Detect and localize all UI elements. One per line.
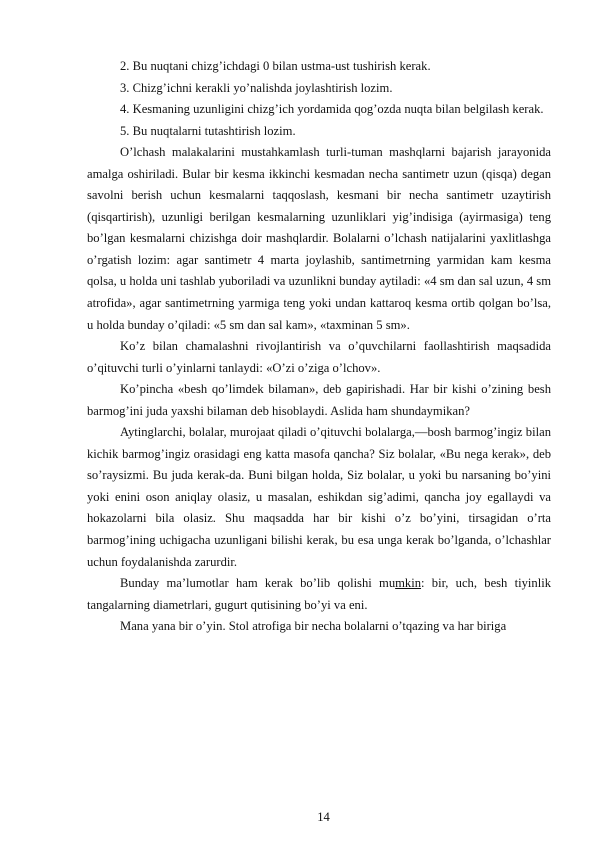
list-item-2: 2. Bu nuqtani chizg’ichdagi 0 bilan ustma-ust tushirish kerak. xyxy=(120,59,431,73)
body-text xyxy=(87,56,551,638)
useful-info-text-start: Bunday ma’lumotlar ham kerak bo’lib qolishi mu xyxy=(120,576,396,591)
useful-info-text-end: : bir, uch, besh tiyinlik tangalarning diametrlari, gugurt qutisining bo’yi va eni. xyxy=(87,576,551,612)
list-item-5: 5. Bu nuqtalarni tutashtirish lozim. xyxy=(120,123,296,138)
paragraph-game-intro: Mana yana bir o’yin. Stol atrofiga bir necha bolalarni o’tqazing va har biriga xyxy=(120,619,507,634)
paragraph-measurement-skills: O’lchash malakalarini mustahkamlash turli-tuman mashqlarni bajarish jarayonida amalga oshiriladi. Bular bir kesma ikkinchi kesmadan necha santimetr uzun (qisqa) degan savolni berish uchun kesmalarni taqqoslash, kesmani bir necha santimetr uzaytirish (qisqartirish), uzunligi berilgan kesmalarning uzunliklari yig’indisiga (ayirmasiga) teng bo’lgan kesmalarni chizishga doir mashqlardir. Bolalarni o’lchash natijalarini yaxlitlashga o’rgatish lozim: agar santimetr 4 marta joylashib, santimetrning yarmidan kam kesma qolsa, u holda uni tashlab yuboriladi va uzunlikni bunday aytiladi: «4 sm dan sal uzun, 4 sm atrofida», agar santimetrning yarmiga teng yoki undan kattaroq kesma ortib qolgan bo’lsa, u holda bunday o’qiladi: «5 sm dan sal kam», «taxminan 5 sm». xyxy=(87,145,551,332)
list-item-4: 4. Kesmaning uzunligini chizg’ich yordamida qog’ozda nuqta bilan belgilash kerak. xyxy=(120,102,544,117)
paragraph-teacher-question: Aytinglarchi, bolalar, murojaat qiladi o’qituvchi bolalarga,—bosh barmog’ingiz bilan kichik barmog’ingiz orasidagi eng katta masofa qancha? Siz bolalar, «Bu nega kerak», deb so’raysizmi. Bu juda kerak-da. Buni bilgan holda, Siz bolalar, u yoki bu narsaning bo’yini yoki enini oson aniqlay olasiz, u masalan, eshikdan sig’adimi, qancha joy egallaydi va hokazolarni bila olasiz. Shu maqsadda har bir kishi o’z bo’yini, tirsagidan o’rta barmog’ining uchigacha uzunligani bilishi kerak, bu esa unga kerak bo’lganda, o’lchashlar uchun foydalanishda zarurdir. xyxy=(87,425,551,569)
page-number: 14 xyxy=(317,810,330,824)
paragraph-eye-estimation: Ko’z bilan chamalashni rivojlantirish va o’quvchilarni faollashtirish maqsadida o’qituvchi turli o’yinlarni tanlaydi: «O’zi o’ziga o’lchov». xyxy=(87,339,551,375)
list-item-3: 3. Chizg’ichni kerakli yo’nalishda joylashtirish lozim. xyxy=(120,80,393,95)
paragraph-useful-info xyxy=(87,573,551,616)
underlined-word: mkin xyxy=(395,576,422,591)
paragraph-five-fingers: Ko’pincha «besh qo’limdek bilaman», deb gapirishadi. Har bir kishi o’zining besh barmog’ini juda yaxshi bilaman deb hisoblaydi. Aslida ham shundaymikan? xyxy=(87,382,551,418)
